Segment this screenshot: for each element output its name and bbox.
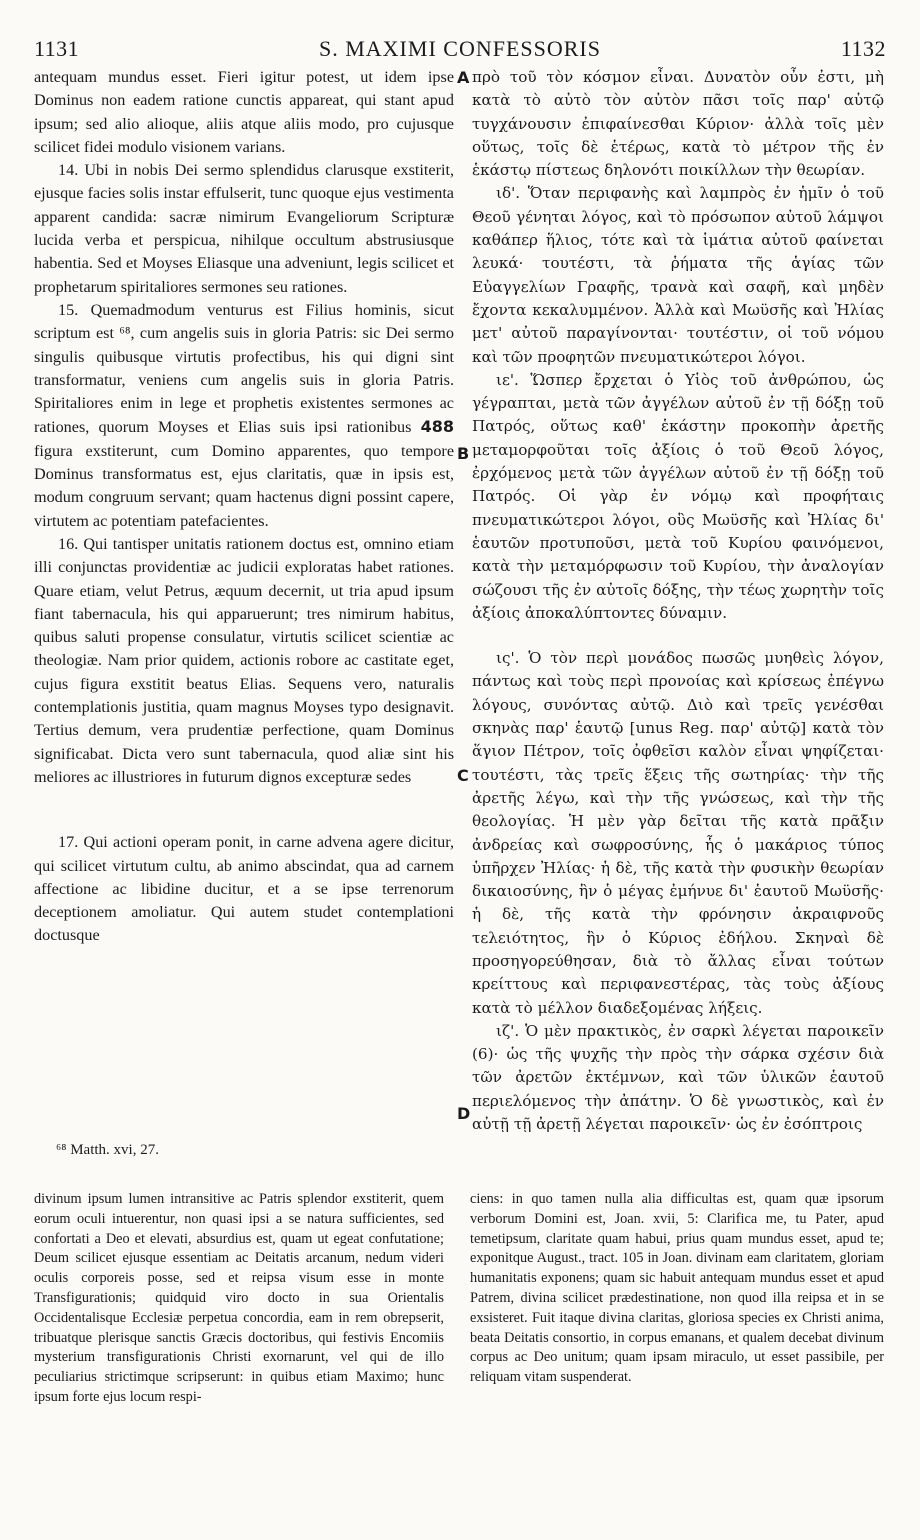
latin-section-14: 14. Ubi in nobis Dei sermo splendidus clarusque exstiterit, ejusque facies solis instar effulserit, tunc quoque ejus vestimenta apparent candida: sacræ nimirum Evangeliorum Scripturæ lucida verba et perspicua, nihilque occultum abstrusiusque habentia. Sed et Moyses Eliasque una adveniunt, legis scilicet et prophetarum spiritaliores sermones seu rationes. [34,161,454,296]
column-number: 488 [420,417,454,437]
page-number-left: 1131 [34,36,80,61]
page-number-right: 1132 [840,36,886,61]
greek-column [472,66,884,1136]
latin-column [34,66,454,948]
margin-letter-a: A [457,68,470,87]
latin-intro: antequam mundus esset. Fieri igitur potest, ut idem ipse Dominus non eadem ratione cunctis appareat, qui stant apud ipsum; sed alio alioque, aliis atque aliis modo, pro cujusque scilicet fidei modulo visionem varians. [34,68,454,156]
margin-letter-c: C [457,766,469,785]
latin-section-15 [34,299,454,533]
latin-section-17: 17. Qui actioni operam ponit, in carne advena agere dicitur, qui scilicet virtutum cultu, ab animo abscindat, qua ad carnem affectione ac libidine ducitur, et a se ipse terrenorum deceptionem amoliatur. Qui autem studet contemplationi doctusque [34,833,454,945]
notes-right: ciens: in quo tamen nulla alia difficultas est, quam quæ ipsorum verborum Domini est, Joan. xvii, 5: Clarifica me, tu Pater, apud temetipsum, claritate quam habui, prius quam mundus esset, apud te; exponitque August., tract. 105 in Joan. divinam eam claritatem, gloriam humanitatis exponens; quam sic habuit antequam mundus esset et apud Patrem, divina scilicet prædestinatione, non quod illa reipsa et in se exsisteret. Fuit itaque divina claritas, gloriosa species ex Christi anima, beata Deitatis consortio, in corpus emanans, et qualem decebat divinum corpus ac Deo unitum; quam ipsam miraculo, ut esset passibile, per reliquam vitam suspenderat. [470,1191,884,1386]
latin-section-15-text-b: figura exstiterunt, cum Domino apparentes, quo tempore Dominus transformatus est, ejus claritatis, quæ in ipsis est, modum congruum servant; quam hactenus digni possint capere, virtutem ac potentiam patefacientes. [34,441,454,530]
greek-intro: πρὸ τοῦ τὸν κόσμον εἶναι. Δυνατὸν οὖν ἐστι, μὴ κατὰ τὸ αὐτὸ τὸν αὐτὸν πᾶσι τοῖς παρ' αὐτῷ τυγχάνουσιν ἐπιφαίνεσθαι Κύριον· ἀλλὰ τοῖς μὲν οὕτως, τοῖς δὲ ἑτέρως, κατὰ τὸ μέτρον τῆς ἐν ἑκάστῳ πίστεως δηλονότι ποικίλλων τὴν θεωρίαν. [472,68,884,180]
running-title: S. MAXIMI CONFESSORIS [318,36,601,61]
greek-section-17: ιζ'. Ὁ μὲν πρακτικὸς, ἐν σαρκὶ λέγεται παροικεῖν (6)· ὡς τῆς ψυχῆς τὴν πρὸς τὴν σάρκα σχέσιν διὰ τῶν ἀρετῶν ἐκτέμνων, καὶ τῶν ὑλικῶν ἑαυτοῦ περιελόμενος τὴν ἀπάτην. Ὁ δὲ γνωστικὸς, καὶ ἐν αὐτῇ τῇ ἀρετῇ λέγεται παροικεῖν· ὡς ἐν ἐσόπτροις [472,1021,884,1134]
notes-left: divinum ipsum lumen intransitive ac Patris splendor exstiterit, quem eorum oculi intuerentur, non quasi ipsi a se natura sufficientes, sed confortati a Deo et elevati, absurdius est, quam ut egeat confutatione; Deum scilicet ejusque essentiam ac Deitatis arcanum, nedum videri oculis corporeis posse, sed et reipsa visum esse in monte Transfigurationis; quidquid viro docto in sua Orientalis Occidentalisque Ecclesiæ perpetua concordia, eam in rem obrepserit, tribuatque plerisque sanctis Græcis doctoribus, qui festivis Encomiis mysterium transfigurationis Christi exornarunt, vel qui de illo peculiarius strictimque scripserunt: in quibus etiam Maximo; hunc ipsum forte ejus locum respi- [34,1191,444,1405]
latin-section-15-text-a: 15. Quemadmodum venturus est Filius hominis, sicut scriptum est ⁶⁸, cum angelis suis in gloria Patris: sic Dei sermo singulis quibusque virtutis profectibus, his qui digni sint transformatur, veniens cum angelis suis in gloria Patris. Spiritaliores enim in lege et prophetis existentes sermones ac rationes, quorum Moyses et Elias suis ipsi rationibus [34,300,454,437]
margin-letter-d: D [457,1104,471,1123]
margin-letter-b: B [457,444,470,463]
greek-section-14: ιδ'. Ὅταν περιφανὴς καὶ λαμπρὸς ἐν ἡμῖν ὁ τοῦ Θεοῦ γένηται λόγος, καὶ τὸ πρόσωπον αὐτοῦ λάμψοι καθάπερ ἥλιος, τότε καὶ τὰ ἱμάτια αὐτοῦ φαίνεται λευκά· τουτέστι, τὰ ῥήματα τῆς ἁγίας τῶν Εὐαγγελίων Γραφῆς, τρανὰ καὶ σαφῆ, καὶ μηδὲν ἔχοντα κεκαλυμμένον. Ἀλλὰ καὶ Μωϋσῆς καὶ Ἠλίας μετ' αὐτοῦ παραγίνονται· τουτέστιν, οἱ τοῦ νόμου καὶ τῶν προφητῶν πνευματικώτεροι λόγοι. [472,184,884,366]
latin-section-16: 16. Qui tantisper unitatis rationem doctus est, omnino etiam illi conjunctas providentiæ ac judicii exploratas habet rationes. Quare etiam, velut Petrus, æquum decernit, ut tria apud ipsum fiant tabernacula, his qui apparuerunt; tres nimirum habitus, quibus saluti propense consulatur, virtutis scilicet scientiæ ac theologiæ. Nam prior quidem, actionis robore ac castitate eget, cujus figura exstitit beatus Elias. Sequens vero, naturalis contemplationis justitia, quam magnus Moyses typo designavit. Tertius demum, vera prudentiæ perfectione, quam Dominus significabat. Dicta vero sunt tabernacula, quod aliæ sint his meliores ac illustriores in futurum dignos excepturæ sedes [34,534,454,786]
greek-section-15: ιε'. Ὥσπερ ἔρχεται ὁ Υἱὸς τοῦ ἀνθρώπου, ὡς γέγραπται, μετὰ τῶν ἀγγέλων αὐτοῦ ἐν τῇ δόξῃ τοῦ Πατρός, οὕτως καθ' ἑκάστην προκοπὴν ἀρετῆς μεταμορφοῦται τοῖς ἀξίοις ὁ τοῦ Θεοῦ λόγος, ἐρχόμενος μετὰ τῶν ἀγγέλων αὐτοῦ ἐν τῇ δόξῃ τοῦ Πατρός. Οἱ γὰρ ἐν νόμῳ καὶ προφήταις πνευματικώτεροι λόγοι, οὓς Μωϋσῆς καὶ Ἠλίας δι' ἑαυτῶν προτυποῦσι, μετὰ τοῦ Κυρίου φαινόμενοι, κατὰ τὴν μεταμόρφωσιν τοῦ Κυρίου, τὴν ἀναλογίαν σώζουσι τῆς ἐν αὐτοῖς δόξης, τὴν τέως χωρητὴν τοῖς ἀξίοις ἀποκαλύπτοντες δύναμιν. [472,370,884,622]
running-header [34,36,886,66]
greek-section-16: ις'. Ὁ τὸν περὶ μονάδος πωσῶς μυηθεὶς λόγον, πάντως καὶ τοὺς περὶ προνοίας καὶ κρίσεως ἐπέγνω λόγους, συνόντας αὐτῷ. Διὸ καὶ τρεῖς γενέσθαι σκηνὰς παρ' ἑαυτῷ [unus Reg. παρ' αὐτῷ] κατὰ τὸν ἅγιον Πέτρον, τοῖς ὀφθεῖσι καλὸν εἶναι ψηφίζεται· τουτέστι, τὰς τρεῖς ἕξεις τῆς σωτηρίας· τὴν τῆς ἀρετῆς λέγω, καὶ τὴν τῆς γνώσεως, καὶ τὴν τῆς θεολογίας. Ἡ μὲν γὰρ δεῖται τῆς κατὰ πρᾶξιν ἀνδρείας καὶ σωφροσύνης, ἧς ὁ μακάριος τύπος ὑπῆρχεν Ἠλίας· ἡ δὲ, τῆς κατὰ τὴν φυσικὴν θεωρίαν δικαιοσύνης, ἣν ὁ μέγας ἐμήνυε δι' ἑαυτοῦ Μωϋσῆς· ἡ δὲ, τῆς κατὰ τὴν φρόνησιν ἀκραιφνοῦς τελειότητος, ἣν ὁ Κύριος ἐδήλου. Σκηναὶ δὲ προσηγορεύθησαν, διὰ τὸ ἄλλας εἶναι τούτων κρείττους καὶ περιφανεστέρας, τὰς τοὺς ἀξίους κατὰ τὸ μέλλον διαδεξομένας λήξεις. [472,649,884,1017]
footnote: ⁶⁸ Matth. xvi, 27. [56,1142,159,1158]
